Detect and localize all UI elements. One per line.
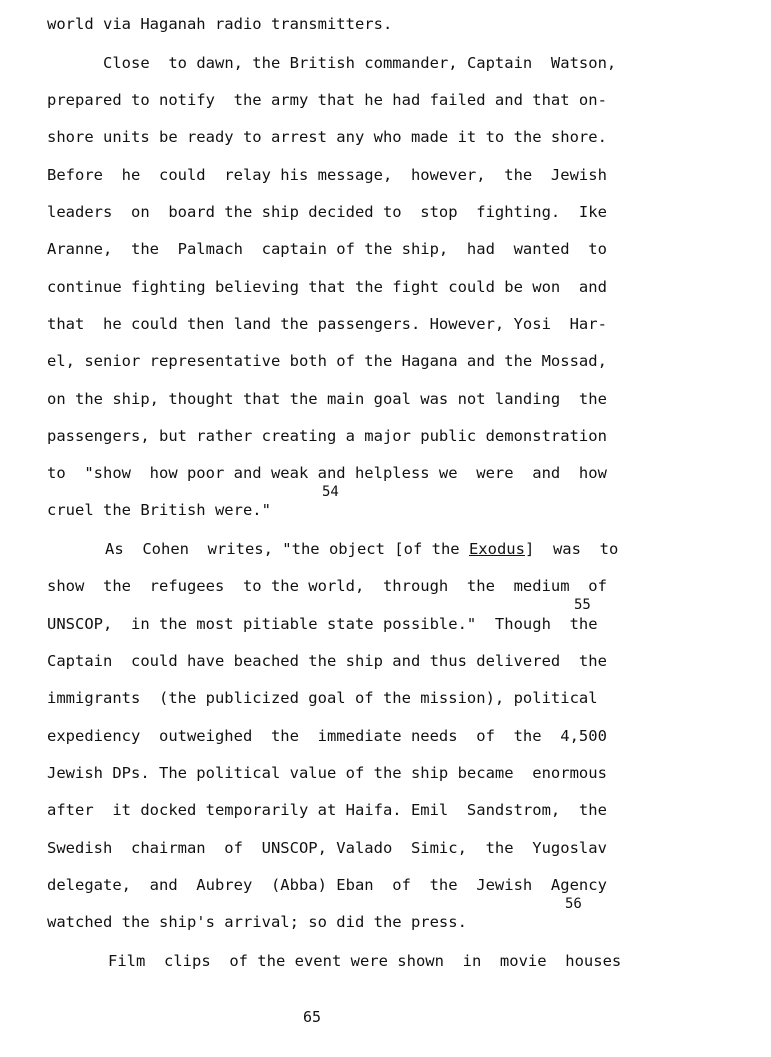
text-segment: As Cohen writes, "the object [of the: [105, 540, 469, 558]
footnote-number: 56: [565, 896, 582, 912]
text-line: Before he could relay his message, however, the Jewish: [47, 166, 607, 184]
text-line: Aranne, the Palmach captain of the ship, had wanted to: [47, 240, 607, 258]
text-line: prepared to notify the army that he had failed and that on-: [47, 91, 607, 109]
text-line: Captain could have beached the ship and thus delivered the: [47, 652, 607, 670]
text-line: watched the ship's arrival; so did the press.: [47, 913, 467, 931]
text-line: shore units be ready to arrest any who made it to the shore.: [47, 128, 607, 146]
text-line: UNSCOP, in the most pitiable state possible." Though the: [47, 615, 598, 633]
book-title-underlined: Exodus: [468, 540, 525, 558]
text-line: world via Haganah radio transmitters.: [47, 15, 393, 33]
text-line: that he could then land the passengers. However, Yosi Har-: [47, 315, 607, 333]
text-line: expediency outweighed the immediate needs of the 4,500: [47, 727, 607, 745]
text-line: show the refugees to the world, through the medium of: [47, 577, 607, 595]
text-line: delegate, and Aubrey (Abba) Eban of the Jewish Agency: [47, 876, 607, 894]
text-line: Swedish chairman of UNSCOP, Valado Simic, the Yugoslav: [47, 839, 607, 857]
page-number: 65: [303, 1008, 322, 1026]
text-line: after it docked temporarily at Haifa. Emil Sandstrom, the: [47, 801, 607, 819]
text-line: [105, 539, 733, 559]
text-line: leaders on board the ship decided to stop fighting. Ike: [47, 203, 607, 221]
text-line: passengers, but rather creating a major public demonstration: [47, 427, 607, 445]
text-line: to "show how poor and weak and helpless we were and how: [47, 464, 607, 482]
text-line: Jewish DPs. The political value of the ship became enormous: [47, 764, 607, 782]
footnote-number: 54: [322, 484, 339, 500]
footnote-number: 55: [574, 597, 591, 613]
text-line: Close to dawn, the British commander, Captain Watson,: [103, 54, 617, 72]
text-line: el, senior representative both of the Hagana and the Mossad,: [47, 352, 607, 370]
text-line: continue fighting believing that the fight could be won and: [47, 278, 607, 296]
text-line: on the ship, thought that the main goal was not landing the: [47, 390, 607, 408]
text-line: Film clips of the event were shown in movie houses: [108, 952, 622, 970]
text-line: immigrants (the publicized goal of the mission), political: [47, 689, 598, 707]
text-line: cruel the British were.": [47, 501, 271, 519]
text-segment: ] was to: [524, 540, 619, 558]
